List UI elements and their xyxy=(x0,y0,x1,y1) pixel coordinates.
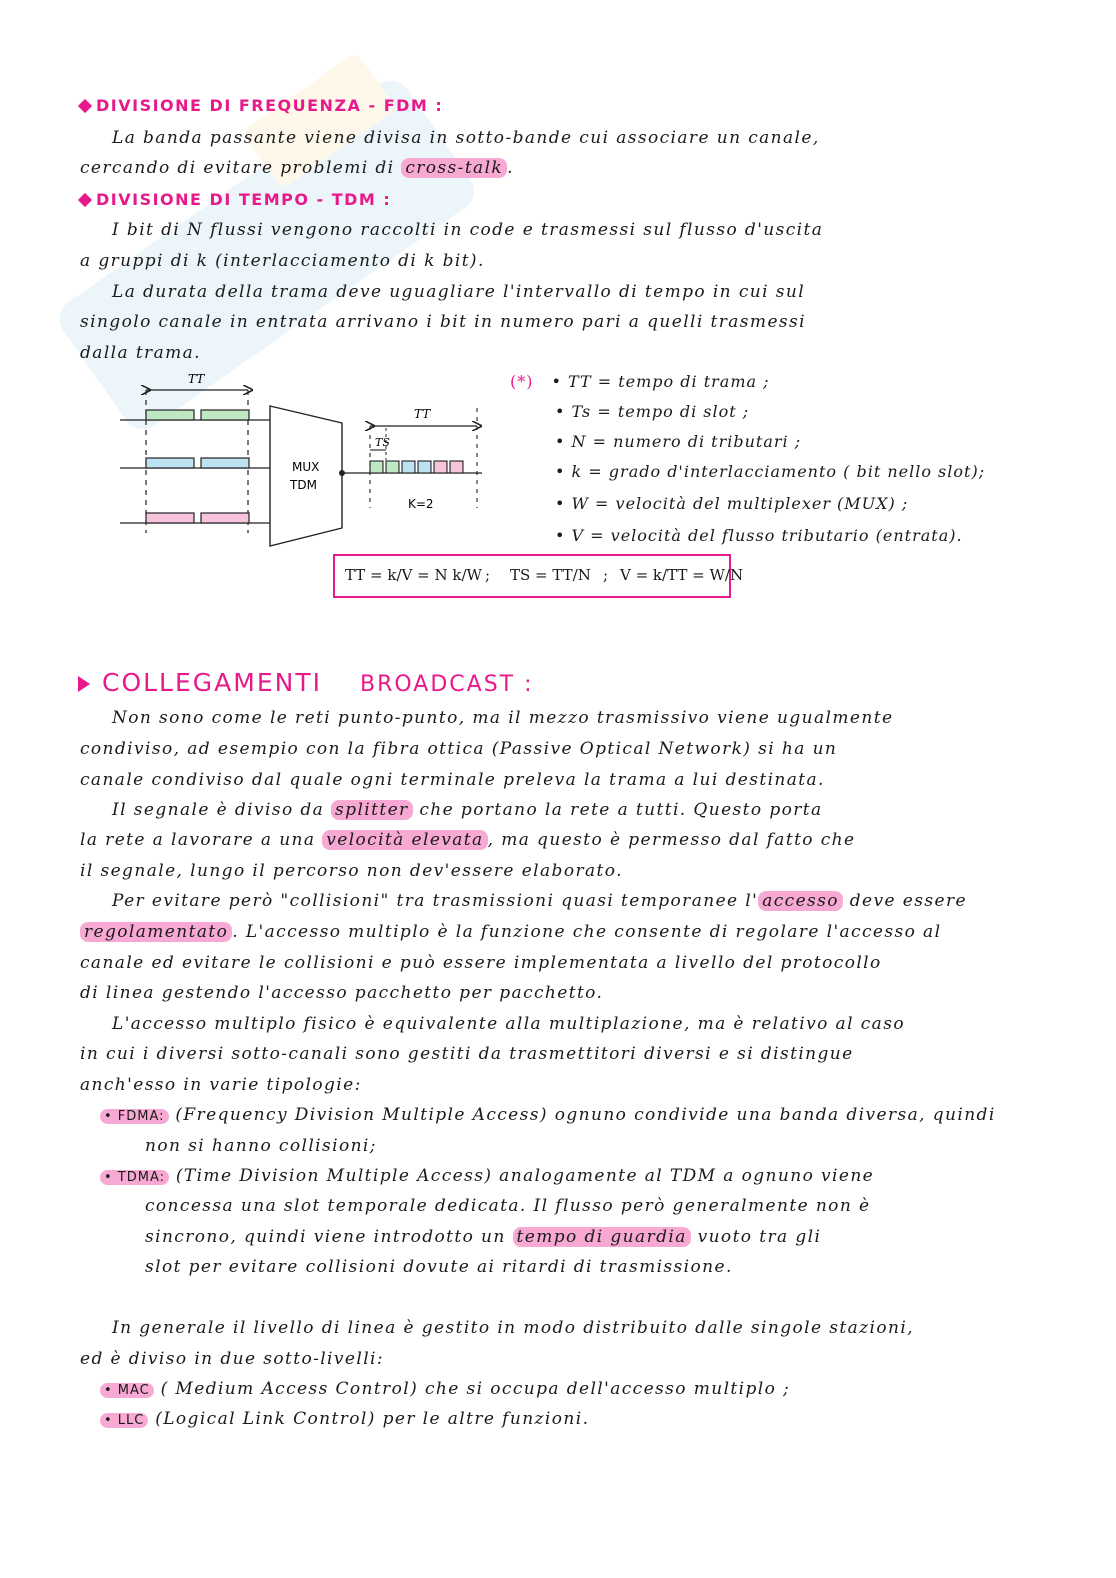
broadcast-line-3: canale condiviso dal quale ogni terminale preleva la trama a lui destinata. xyxy=(80,770,825,790)
tdm-line-3: La durata della trama deve uguagliare l'intervallo di tempo in cui sul xyxy=(112,282,806,302)
broadcast-line-9: canale ed evitare le collisioni e può essere implementata a livello del protocollo xyxy=(80,953,882,973)
fdm-line-2: cercando di evitare problemi di cross-talk . xyxy=(80,158,514,178)
fdma-item-cont: non si hanno collisioni; xyxy=(145,1136,377,1156)
broadcast-line-1: Non sono come le reti punto-punto, ma il mezzo trasmissivo viene ugualmente xyxy=(112,708,894,728)
fdma-label: • FDMA: xyxy=(100,1109,169,1124)
broadcast-line-11: L'accesso multiplo fisico è equivalente alla multiplazione, ma è relativo al caso xyxy=(112,1014,905,1034)
broadcast-line-6: il segnale, lungo il percorso non dev'essere elaborato. xyxy=(80,861,623,881)
formula-sep-1: ; xyxy=(485,566,491,584)
highlight-cross-talk: cross-talk xyxy=(401,158,507,178)
legend-item-5: • W = velocità del multiplexer (MUX) ; xyxy=(555,494,909,513)
llc-label: • LLC xyxy=(100,1413,148,1428)
mac-label: • MAC xyxy=(100,1383,154,1398)
highlight-regolamentato: regolamentato xyxy=(80,922,232,942)
fdma-item: • FDMA: (Frequency Division Multiple Access) ognuno condivide una banda diversa, quindi xyxy=(100,1105,996,1125)
legend-item-6: • V = velocità del flusso tributario (entrata). xyxy=(555,526,963,545)
tdma-item-cont-1: concessa una slot temporale dedicata. Il flusso però generalmente non è xyxy=(145,1196,871,1216)
pulse-green-1 xyxy=(146,410,194,420)
pulse-blue-1 xyxy=(146,458,194,468)
broadcast-line-5: la rete a lavorare a una velocità elevata , ma questo è permesso dal fatto che xyxy=(80,830,856,850)
pulse-pink-2 xyxy=(201,513,249,523)
formula-v: V = k/TT = W/N xyxy=(620,566,744,584)
tdma-label: • TDMA: xyxy=(100,1170,169,1185)
tdma-item: • TDMA: (Time Division Multiple Access) analogamente al TDM a ognuno viene xyxy=(100,1166,874,1186)
tdma-item-cont-3: slot per evitare collisioni dovute ai ritardi di trasmissione. xyxy=(145,1257,733,1277)
tdma-item-cont-2: sincrono, quindi viene introdotto un tempo di guardia vuoto tra gli xyxy=(145,1227,822,1247)
broadcast-line-12: in cui i diversi sotto-canali sono gestiti da trasmettitori diversi e si distingue xyxy=(80,1044,854,1064)
broadcast-heading: COLLEGAMENTI BROADCAST : xyxy=(78,668,534,697)
formula-ts: TS = TT/N xyxy=(510,566,591,584)
legend-item-3: • N = numero di tributari ; xyxy=(555,432,802,451)
tdm-line-1: I bit di N flussi vengono raccolti in code e trasmessi sul flusso d'uscita xyxy=(112,220,824,240)
tdm-heading: DIVISIONE DI TEMPO - TDM : xyxy=(80,190,391,209)
tt-label-output: TT xyxy=(414,407,431,421)
mac-item: • MAC ( Medium Access Control) che si occupa dell'accesso multiplo ; xyxy=(100,1379,790,1399)
legend-star: (*) xyxy=(510,372,534,391)
pulse-pink-1 xyxy=(146,513,194,523)
fdm-line-1: La banda passante viene divisa in sotto-bande cui associare un canale, xyxy=(112,128,820,148)
highlight-velocita-elevata: velocità elevata xyxy=(322,830,487,850)
broadcast-line-8: regolamentato . L'accesso multiplo è la funzione che consente di regolare l'accesso al xyxy=(80,922,1065,942)
broadcast-line-10: di linea gestendo l'accesso pacchetto per pacchetto. xyxy=(80,983,604,1003)
formula-sep-2: ; xyxy=(603,566,609,584)
legend-item-1: (*) • TT = tempo di trama ; xyxy=(510,372,770,391)
k-label: K=2 xyxy=(408,497,434,511)
legend-item-2: • Ts = tempo di slot ; xyxy=(555,402,750,421)
formula-box xyxy=(333,554,744,598)
levels-line-2: ed è diviso in due sotto-livelli: xyxy=(80,1349,384,1369)
mux-block xyxy=(270,406,342,546)
legend-item-4: • k = grado d'interlacciamento ( bit nello slot); xyxy=(555,462,986,481)
pulse-blue-2 xyxy=(201,458,249,468)
highlight-splitter: splitter xyxy=(331,800,413,820)
highlight-tempo-di-guardia: tempo di guardia xyxy=(513,1227,691,1247)
tdm-line-4: singolo canale in entrata arrivano i bit in numero pari a quelli trasmessi xyxy=(80,312,807,332)
formula-tt: TT = k/V = N k/W xyxy=(345,566,482,584)
tt-label-input: TT xyxy=(188,372,205,386)
fdm-heading: DIVISIONE DI FREQUENZA - FDM : xyxy=(80,96,443,115)
tdm-diagram xyxy=(110,368,500,558)
mux-label-2: TDM xyxy=(290,478,317,492)
ts-label: TS xyxy=(375,436,390,449)
broadcast-line-13: anch'esso in varie tipologie: xyxy=(80,1075,362,1095)
levels-line-1: In generale il livello di linea è gestito in modo distribuito dalle singole stazioni, xyxy=(112,1318,914,1338)
highlight-accesso: accesso xyxy=(758,891,843,911)
broadcast-line-4: Il segnale è diviso da splitter che portano la rete a tutti. Questo porta xyxy=(112,800,823,820)
mux-label-1: MUX xyxy=(292,460,320,474)
llc-item: • LLC (Logical Link Control) per le altre funzioni. xyxy=(100,1409,589,1429)
tdm-line-2: a gruppi di k (interlacciamento di k bit). xyxy=(80,251,485,271)
pulse-green-2 xyxy=(201,410,249,420)
broadcast-line-7: Per evitare però "collisioni" tra trasmissioni quasi temporanee l' accesso deve essere xyxy=(112,891,967,911)
broadcast-line-2: condiviso, ad esempio con la fibra ottica (Passive Optical Network) si ha un xyxy=(80,739,838,759)
tdm-line-5: dalla trama. xyxy=(80,343,201,363)
